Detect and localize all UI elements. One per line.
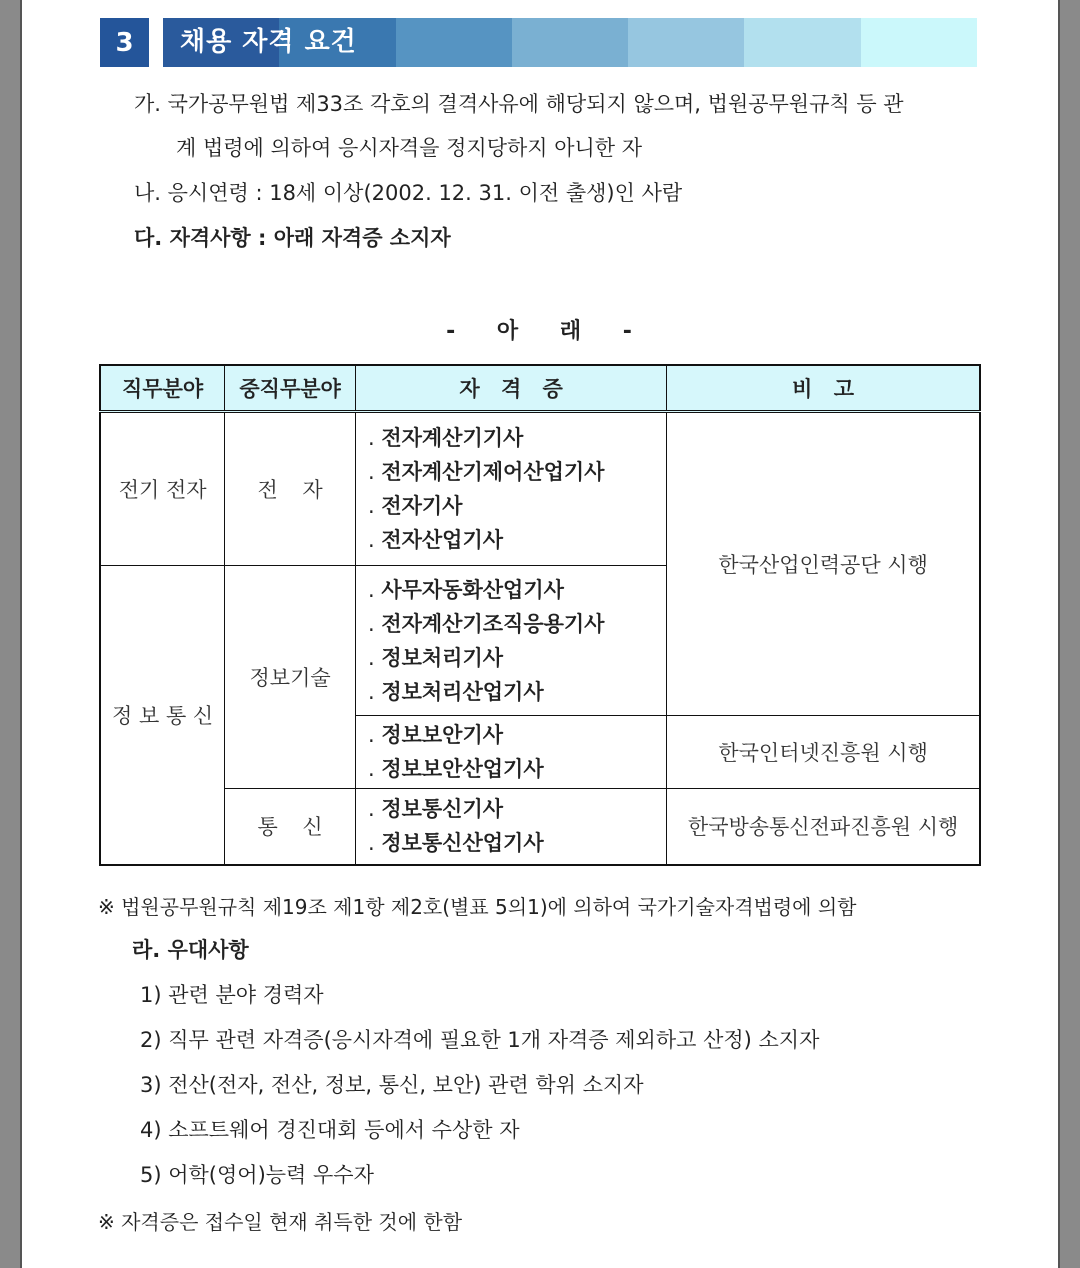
page-frame-left bbox=[0, 0, 22, 1268]
cert-item: . 정보처리산업기사 bbox=[368, 675, 666, 709]
bar-segment-3 bbox=[396, 18, 512, 67]
footnote-legal-basis: ※ 법원공무원규칙 제19조 제1항 제2호(별표 5의1)에 의하여 국가기술자격법령에 의함 bbox=[98, 895, 857, 919]
cell-field-infocomm: 정 보 통 신 bbox=[100, 566, 225, 865]
cert-item: . 정보보안기사 bbox=[368, 718, 666, 752]
cert-item: . 전자기사 bbox=[368, 489, 666, 523]
preference-item: 3) 전산(전자, 전산, 정보, 통신, 보안) 관련 학위 소지자 bbox=[140, 1073, 644, 1097]
section-title: 채용 자격 요건 bbox=[180, 27, 357, 57]
cell-remarks-kca: 한국방송통신전파진흥원 시행 bbox=[667, 789, 980, 865]
preferences-title: 라. 우대사항 bbox=[132, 938, 249, 962]
preference-item: 4) 소프트웨어 경진대회 등에서 수상한 자 bbox=[140, 1118, 520, 1142]
section-heading bbox=[100, 18, 977, 67]
table-row bbox=[100, 412, 980, 566]
cert-item: . 사무자동화산업기사 bbox=[368, 573, 666, 607]
cell-certs-electronics bbox=[355, 412, 666, 566]
cell-field-electronics: 전기 전자 bbox=[100, 412, 225, 566]
qualification-ga-line2: 계 법령에 의하여 응시자격을 정지당하지 아니한 자 bbox=[176, 136, 643, 160]
cell-remarks-hrdk: 한국산업인력공단 시행 bbox=[667, 412, 980, 716]
cert-item: . 전자계산기조직응용기사 bbox=[368, 607, 666, 641]
cert-item: . 정보통신기사 bbox=[368, 792, 666, 826]
header-remarks: 비 고 bbox=[667, 365, 980, 412]
preference-item: 5) 어학(영어)능력 우수자 bbox=[140, 1163, 374, 1187]
header-field: 직무분야 bbox=[100, 365, 225, 412]
certificate-table bbox=[99, 364, 981, 866]
qualification-ga-line1: 가. 국가공무원법 제33조 각호의 결격사유에 해당되지 않으며, 법원공무원규칙 등 관 bbox=[134, 92, 904, 116]
header-subfield: 중직무분야 bbox=[225, 365, 356, 412]
cell-subfield-infotech: 정보기술 bbox=[225, 566, 356, 789]
page-frame-right bbox=[1058, 0, 1080, 1268]
preference-item: 1) 관련 분야 경력자 bbox=[140, 983, 324, 1007]
cert-item: . 정보보안산업기사 bbox=[368, 752, 666, 786]
header-certificate: 자 격 증 bbox=[355, 365, 666, 412]
cell-certs-telecom bbox=[355, 789, 666, 865]
cell-certs-security bbox=[355, 716, 666, 789]
cert-item: . 전자계산기기사 bbox=[368, 421, 666, 455]
table-header-row bbox=[100, 365, 980, 412]
cert-item: . 정보처리기사 bbox=[368, 641, 666, 675]
cell-subfield-electronics: 전 자 bbox=[225, 412, 356, 566]
footnote-certificate-date: ※ 자격증은 접수일 현재 취득한 것에 한함 bbox=[98, 1210, 463, 1234]
bar-segment-5 bbox=[628, 18, 744, 67]
below-label: - 아 래 - bbox=[446, 319, 634, 344]
bar-segment-6 bbox=[744, 18, 860, 67]
qualification-na: 나. 응시연령 : 18세 이상(2002. 12. 31. 이전 출생)인 사람 bbox=[134, 181, 683, 205]
cell-remarks-kisa: 한국인터넷진흥원 시행 bbox=[667, 716, 980, 789]
cert-item: . 정보통신산업기사 bbox=[368, 826, 666, 860]
section-number: 3 bbox=[100, 18, 149, 67]
cell-subfield-telecom: 통 신 bbox=[225, 789, 356, 865]
cert-item: . 전자산업기사 bbox=[368, 523, 666, 557]
cert-item: . 전자계산기제어산업기사 bbox=[368, 455, 666, 489]
preference-item: 2) 직무 관련 자격증(응시자격에 필요한 1개 자격증 제외하고 산정) 소지자 bbox=[140, 1028, 820, 1052]
bar-segment-7 bbox=[861, 18, 977, 67]
qualification-da: 다. 자격사항 : 아래 자격증 소지자 bbox=[134, 226, 451, 250]
bar-segment-4 bbox=[512, 18, 628, 67]
cell-certs-infotech bbox=[355, 566, 666, 716]
table-row bbox=[100, 789, 980, 865]
